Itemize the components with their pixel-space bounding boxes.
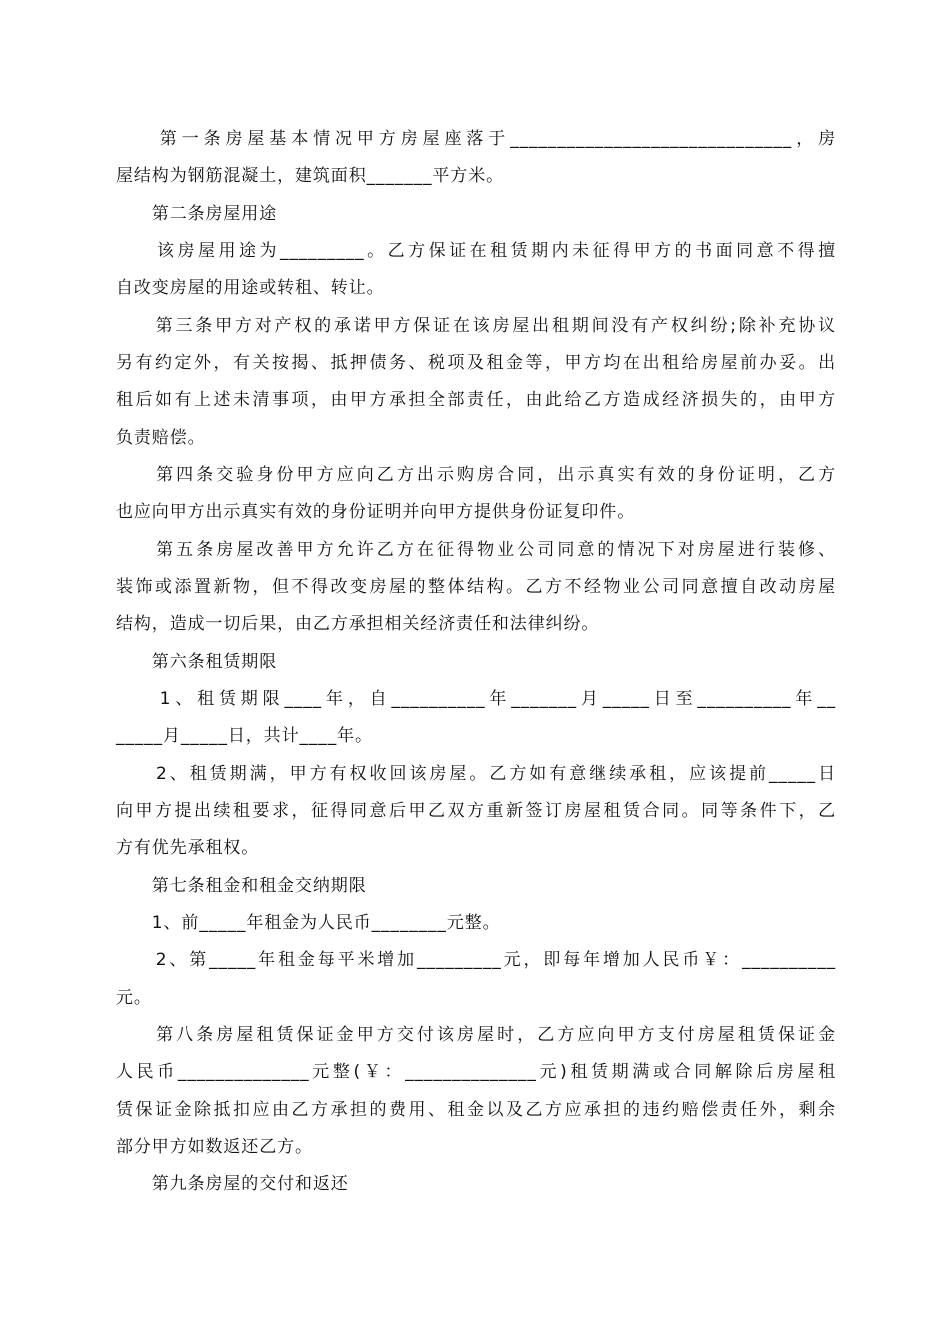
text-line: 向甲方提出续租要求，征得同意后甲乙双方重新签订房屋租赁合同。同等条件下，乙 bbox=[116, 801, 836, 821]
text-line: 第三条甲方对产权的承诺甲方保证在该房屋出租期间没有产权纠纷;除补充协议 bbox=[116, 316, 836, 336]
text-line: 2、第_____年租金每平米增加_________元，即每年增加人民币￥：__________ bbox=[116, 950, 836, 970]
text-line: 另有约定外，有关按揭、抵押债务、税项及租金等，甲方均在出租给房屋前办妥。出 bbox=[116, 353, 836, 373]
text-line: 装饰或添置新物，但不得改变房屋的整体结构。乙方不经物业公司同意擅自改动房屋 bbox=[116, 577, 836, 597]
text-line: 屋结构为钢筋混凝土，建筑面积_______平方米。 bbox=[116, 166, 504, 186]
text-line: 部分甲方如数返还乙方。 bbox=[116, 1137, 313, 1157]
text-line: 该房屋用途为_________。乙方保证在租赁期内未征得甲方的书面同意不得擅 bbox=[116, 241, 836, 261]
text-line: 第五条房屋改善甲方允许乙方在征得物业公司同意的情况下对房屋进行装修、 bbox=[116, 540, 836, 560]
text-line: 第二条房屋用途 bbox=[116, 204, 278, 224]
text-line: 租后如有上述未清事项，由甲方承担全部责任，由此给乙方造成经济损失的，由甲方 bbox=[116, 390, 836, 410]
text-line: 第一条房屋基本情况甲方房屋座落于______________________________，房 bbox=[116, 129, 836, 149]
text-line: 第六条租赁期限 bbox=[116, 652, 278, 672]
text-line: 第八条房屋租赁保证金甲方交付该房屋时，乙方应向甲方支付房屋租赁保证金 bbox=[116, 1025, 836, 1045]
text-line: 第四条交验身份甲方应向乙方出示购房合同，出示真实有效的身份证明，乙方 bbox=[116, 465, 836, 485]
text-line: 2、租赁期满，甲方有权收回该房屋。乙方如有意继续承租，应该提前_____日 bbox=[116, 764, 836, 784]
text-line: 负责赔偿。 bbox=[116, 428, 206, 448]
text-line: _____月_____日，共计____年。 bbox=[116, 726, 373, 746]
text-line: 元。 bbox=[116, 988, 152, 1008]
text-line: 自改变房屋的用途或转租、转让。 bbox=[116, 278, 385, 298]
text-line: 赁保证金除抵扣应由乙方承担的费用、租金以及乙方应承担的违约赔偿责任外，剩余 bbox=[116, 1100, 836, 1120]
text-line: 第七条租金和租金交纳期限 bbox=[116, 876, 367, 896]
text-line: 1、租赁期限____年，自__________年_______月_____日至__________年__ bbox=[116, 689, 836, 709]
text-line: 方有优先承租权。 bbox=[116, 838, 260, 858]
text-line: 人民币______________元整(￥：______________元)租赁期满或合同解除后房屋租 bbox=[116, 1062, 836, 1082]
text-line: 1、前_____年租金为人民币________元整。 bbox=[116, 913, 501, 933]
text-line: 结构，造成一切后果，由乙方承担相关经济责任和法律纠纷。 bbox=[116, 614, 600, 634]
text-line: 也应向甲方出示真实有效的身份证明并向甲方提供身份证复印件。 bbox=[116, 502, 636, 522]
text-line: 第九条房屋的交付和返还 bbox=[116, 1174, 349, 1194]
